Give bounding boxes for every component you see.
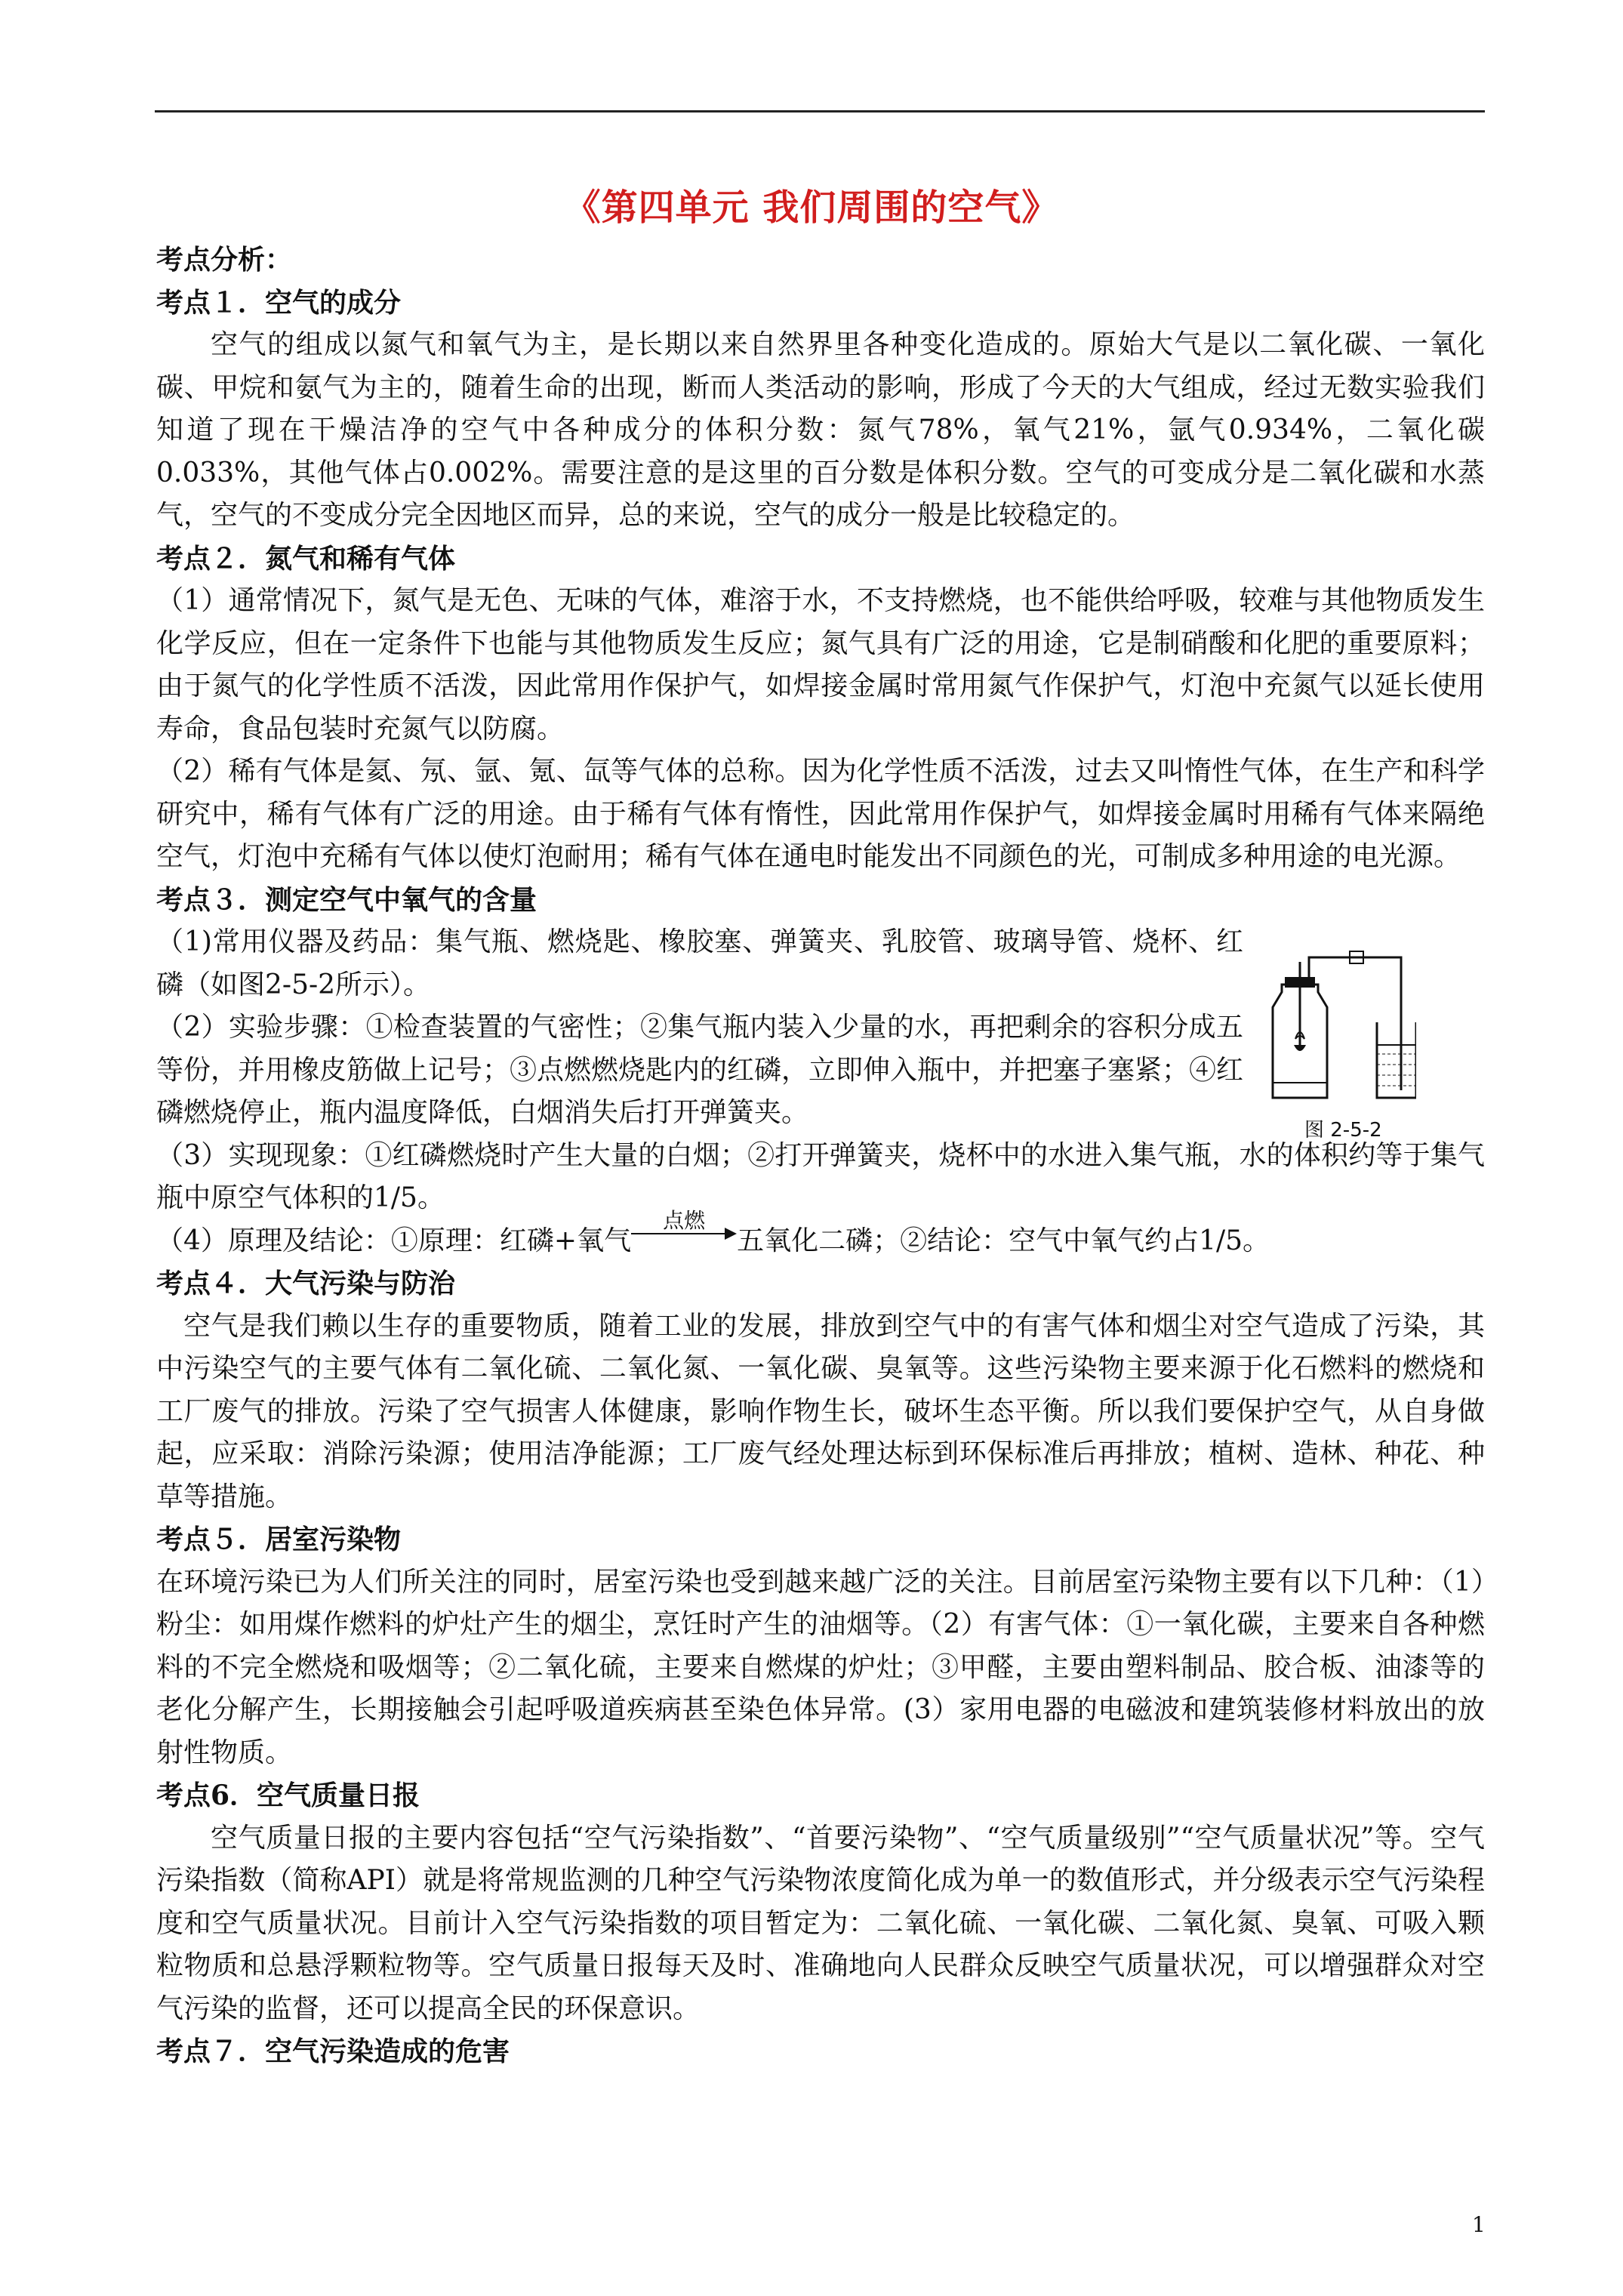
section-4-paragraph: 空气是我们赖以生存的重要物质，随着工业的发展，排放到空气中的有害气体和烟尘对空气造成了污染，其中污染空气的主要气体有二氧化硫、二氧化氮、一氧化碳、臭氧等。这些污染物主要来源于化石燃料的燃烧和工厂废气的排放。污染了空气损害人体健康，影响作物生长，破坏生态平衡。所以我们要保护空气，从自身做起，应采取：消除污染源；使用洁净能源；工厂废气经处理达标到环保标准后再排放；植树、造林、种花、种草等措施。 — [156, 1310, 1485, 1512]
section-1-heading: 考点１．空气的成分 — [156, 286, 402, 319]
section-2-paragraph-2: （2）稀有气体是氦、氖、氩、氪、氙等气体的总称。因为化学性质不活泼，过去又叫惰性气体，在生产和科学研究中，稀有气体有广泛的用途。由于稀有气体有惰性，因此常用作保护气，如焊接金属时用稀有气体来隔绝空气，灯泡中充稀有气体以使灯泡耐用；稀有气体在通电时能发出不同颜色的光，可制成多种用途的电光源。 — [156, 756, 1485, 872]
section-6-heading: 考点6．空气质量日报 — [156, 1780, 420, 1811]
reaction-arrow — [631, 1207, 737, 1253]
section-5-paragraph: 在环境污染已为人们所关注的同时，居室污染也受到越来越广泛的关注。目前居室污染物主要有以下几种：（1）粉尘：如用煤作燃料的炉灶产生的烟尘，烹饪时产生的油烟等。（2）有害气体：①一氧化碳，主要来自各种燃料的不完全燃烧和吸烟等；②二氧化硫，主要来自燃煤的炉灶；③甲醛，主要由塑料制品、胶合板、油漆等的老化分解产生，长期接触会引起呼吸道疾病甚至染色体异常。(3）家用电器的电磁波和建筑装修材料放出的放射性物质。 — [156, 1566, 1485, 1768]
reaction-condition: 点燃 — [663, 1207, 706, 1233]
figure-caption: 图 2-5-2 — [1304, 1119, 1382, 1142]
document-body — [156, 239, 1485, 2073]
section-6-paragraph: 空气质量日报的主要内容包括“空气污染指数”、“首要污染物”、“空气质量级别”“空气质量状况”等。空气污染指数（简称API）就是将常规监测的几种空气污染物浓度简化成为单一的数值形式，并分级表示空气污染程度和空气质量状况。目前计入空气污染指数的项目暂定为：二氧化硫、一氧化碳、二氧化氮、臭氧、可吸入颗粒物质和总悬浮颗粒物等。空气质量日报每天及时、准确地向人民群众反映空气质量状况，可以增强群众对空气污染的监督，还可以提高全民的环保意识。 — [156, 1822, 1485, 2024]
section-3-paragraph-1: （1)常用仪器及药品：集气瓶、燃烧匙、橡胶塞、弹簧夹、乳胶管、玻璃导管、烧杯、红磷（如图2-5-2所示）。 — [156, 926, 1243, 1000]
section-3-heading: 考点３．测定空气中氧气的含量 — [156, 883, 537, 916]
analysis-heading: 考点分析： — [156, 244, 293, 276]
section-2-heading: 考点２．氮气和稀有气体 — [156, 542, 456, 575]
section-7-heading: 考点７．空气污染造成的危害 — [156, 2036, 510, 2067]
reaction-products: 五氧化二磷；②结论：空气中氧气约占1/5。 — [737, 1225, 1270, 1256]
reaction-reactants: （4）原理及结论：①原理：红磷+氧气 — [156, 1225, 632, 1256]
section-5-heading: 考点５．居室污染物 — [156, 1524, 402, 1555]
page-number: 1 — [1472, 2212, 1486, 2237]
section-3-paragraph-2: （2）实验步骤：①检查装置的气密性；②集气瓶内装入少量的水，再把剩余的容积分成五等份，并用橡皮筋做上记号；③点燃燃烧匙内的红磷，立即伸入瓶中，并把塞子塞紧；④红磷燃烧停止，瓶内温度降低，白烟消失后打开弹簧夹。 — [156, 1012, 1244, 1128]
section-4-heading: 考点４．大气污染与防治 — [156, 1268, 456, 1299]
header-rule — [155, 110, 1485, 112]
section-3-paragraph-4 — [156, 1207, 1485, 1263]
section-1-paragraph: 空气的组成以氮气和氧气为主，是长期以来自然界里各种变化造成的。原始大气是以二氧化碳、一氧化碳、甲烷和氨气为主的，随着生命的出现，断而人类活动的影响，形成了今天的大气组成，经过无数实验我们知道了现在干燥洁净的空气中各种成分的体积分数：氮气78%，氧气21%，氩气0.934%，二氧化碳0.033%，其他气体占0.002%。需要注意的是这里的百分数是体积分数。空气的可变成分是二氧化碳和水蒸气，空气的不变成分完全因地区而异，总的来说，空气的成分一般是比较稳定的。 — [156, 329, 1485, 531]
section-3-paragraph-3: （3）实现现象：①红磷燃烧时产生大量的白烟；②打开弹簧夹，烧杯中的水进入集气瓶，水的体积约等于集气瓶中原空气体积的1/5。 — [156, 1139, 1485, 1213]
page-title: 《第四单元 我们周围的空气》 — [564, 186, 1059, 229]
section-2-paragraph-1: （1）通常情况下，氮气是无色、无味的气体，难溶于水，不支持燃烧，也不能供给呼吸，较难与其他物质发生化学反应，但在一定条件下也能与其他物质发生反应；氮气具有广泛的用途，它是制硝酸和化肥的重要原料；由于氮气的化学性质不活泼，因此常用作保护气，如焊接金属时常用氮气作保护气，灯泡中充氮气以延长使用寿命，食品包装时充氮气以防腐。 — [156, 585, 1485, 744]
gas-bottle-apparatus-figure — [1265, 947, 1416, 1113]
